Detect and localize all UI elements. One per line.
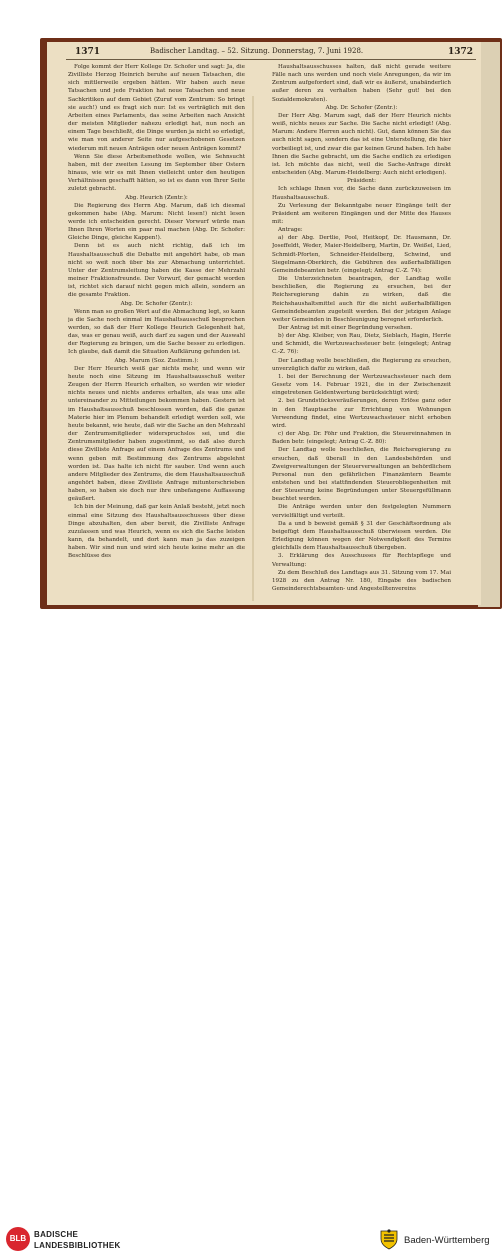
paragraph: Haushaltsausschusses halten, daß nicht gerade weitere Fälle nach uns werden und noch viele Anregungen, da wir im Zentrum aufgefordert sind, daß wir es äußerst, unabänderlich außer deren zu verhalten haben (Sehr gut! bei den Sozialdemokraten). <box>272 64 451 103</box>
text-column-right <box>272 63 451 603</box>
column-gutter <box>252 96 254 601</box>
paragraph: 1. bei der Berechnung der Wertzuwachssteuer nach dem Gesetz vom 14. Februar 1921, die in der Zwischenzeit eingetretenen Geldentwertung berücksichtigt wird; <box>272 373 451 397</box>
paragraph: Der Herr Heurich weiß gar nichts mehr, und wenn wir heute noch eine Sitzung im Haushaltsausschuß weiter Zeugen der Herrn Heurich erhalten, so werden wir wieder nichts neues und nichts anderes erhalten, als was uns alle untereinander zu Mitteilungen bekommen haben. Gestern ist im Haushaltsausschuß beschlossen worden, daß die ganze Materie hier im Plenum behandelt erledigt werden soll, wie heute bekannt, wie heute, daß wir die Sache an den Mehrzahl der Zentrumsmitglieder widerspruchslos sei, und die Zentrumsmitglieder haben zugestimmt, so daß also durch diese Zivilliste Anfrage auf einem Anfrage des Zentrums und wenn geben mit Bestimmung des Zentrums abgelehnt worden ist. Das halte ich nicht für sauber. Und wenn auch andere Mitglieder des Zentrums, die dem Haushaltsausschuß angehört haben, diese Zivilliste Anfrage mitunterschrieben haben, so haben sie doch nur ihre unbefangene Auffassung geäußert. <box>68 365 245 503</box>
paragraph: Der Antrag ist mit einer Begründung versehen. <box>278 325 413 331</box>
paragraph: Zu dem Beschluß des Landtags aus 31. Sitzung vom 17. Mai 1928 zu den Antrag Nr. 180, Eingabe des badischen Gemeinderechtsbeamten- und Angestelltenvereins <box>272 569 451 592</box>
paragraph: Denn ist es auch nicht richtig, daß ich im Haushaltsausschuß die Debatte mit angehört habe, ob man nicht so weit noch über bis zur Abmachung unterrichtet. Unter der Zentrumsleitung haben die Kasse der Mehrzahl meiner Fraktionsfreunde. Der Vorwurf, der gemacht worden ist, richtet sich darauf nicht gegen mich allein, sondern an die gesamte Fraktion. <box>68 243 245 299</box>
paragraph: Die Unterzeichneten beantragen, der Landtag wolle beschließen, die Regierung zu ersuchen, bei der Reichsregierung dahin zu wirken, daß die Reichshaushaltsmittel auch für die nicht außerhalbfälligen Gemeindebeamten zugeteilt werden. Bei der jetzigen Anlage weiter Gemeinden in Beschleunigung beregnet erforderlich. <box>272 276 451 323</box>
speaker-heading: Abg. Heurich (Zentr.): <box>125 194 188 201</box>
page-number-right: 1372 <box>448 47 474 57</box>
blb-name-line2[interactable]: LANDESBIBLIOTHEK <box>34 1241 121 1250</box>
page-edges <box>478 42 500 607</box>
paragraph: Der Herr Abg. Marum sagt, daß der Herr Heurich nichts weiß, nichts neues zur Sache. Die Sache nicht erledigt! (Abg. Marum: Andere Herren auch nicht). Gut, dann können Sie das auch nicht sagen, sondern das ist eine Unterstellung, die hier vorbeiliegt ist, und zwar die gar keinen Grund haben. Ich habe Ihnen die Sache gebracht, um die Sache endlich zu erledigen ist. Ich möchte das nicht, weil die Sache-Anfrage direkt entscheiden (Abg. Marum-Heidelberg: Auch nicht erledigen). <box>272 112 451 177</box>
baden-wuerttemberg-label[interactable]: Baden-Württemberg <box>404 1235 490 1246</box>
running-title: Badischer Landtag. – 52. Sitzung. Donnerstag, 7. Juni 1928. <box>150 47 364 55</box>
paragraph: c) der Abg. Dr. Föhr und Fraktion, die Steuereinnahmen in Baden betr. (eingelegt; Antrag C.-Z. 80): <box>272 431 451 446</box>
text-column-left <box>68 63 245 603</box>
paragraph: 2. bei Grundstücksveräußerungen, deren Erlöse ganz oder in den Hauptsache zur Errichtung von Wohnungen Verwendung findet, eine Wertzuwachssteuer nicht erhoben wird. <box>272 398 451 429</box>
paragraph: Der Landtag wolle beschließen, die Reichsregierung zu ersuchen, daß überall in den Landesbehörden und Zweigverwaltungen der Steuerverwaltungen an behördlichem Personal nun den gefährlichen Finanzämtern Beamte entstehen und bei stattfindenden Steuerobliegenheiten mit der Steuerung keine Begründungen unter Steuergefüllmann beachtet werden. <box>272 447 451 503</box>
paragraph: Die Anträge werden unter den festgelegten Nummern vervielfältigt und verteilt. <box>272 504 451 519</box>
paragraph: Die Regierung des Herrn Abg. Marum, daß ich diesmal gekommen habe (Abg. Marum: Nicht lesen!) nicht lesen werde ich entscheiden gerecht. Dieser Vorwurf würde man Ihnen Ihren Worten ein paar mal machen (Abg. Dr. Schofer: Gleiche Dinge, gleiche Kappen!). <box>68 202 245 242</box>
baden-wuerttemberg-crest-icon[interactable] <box>378 1228 400 1250</box>
paragraph: Zu Verlesung der Bekanntgabe neuer Eingänge teilt der Präsident am weiteren Eingängen und der Mitte des Hauses mit: <box>272 202 451 225</box>
speaker-heading: Abg. Dr. Schofer (Zentr.): <box>325 104 398 111</box>
blb-name-line1[interactable]: BADISCHE <box>34 1230 79 1239</box>
paragraph: b) der Abg. Kleiber, von Rau, Dietz, Sieblach, Hagin, Herrle und Schmidt, die Wertzuwachssteuer betr. (eingelegt; Antrag C.-Z. 76): <box>272 333 451 356</box>
paragraph: a) der Abg. Dertlie, Pool, Heitkopf, Dr. Hausmann, Dr. Joseffeldt, Weder, Maier-Heidelberg, Martin, Dr. Weißel, Lied, Schmidt-Pforten, Schneider-Heidelberg, Schwind, und Siegelmann-Oberkirch, die Gebühren des außerhalbfälligen Gemeindebeamten betr. (eingelegt; Antrag C.-Z. 74): <box>272 235 451 274</box>
paragraph: Antrage: <box>278 227 303 234</box>
header-rule <box>66 59 476 60</box>
speaker-heading: Abg. Dr. Schofer (Zentr.): <box>120 300 193 307</box>
footer-bar <box>0 611 504 1250</box>
speaker-heading: Abg. Marum (Soz. Zustimm.): <box>114 357 199 364</box>
blb-logo[interactable]: BLB <box>6 1227 30 1251</box>
paragraph: Der Landtag wolle beschließen, die Regierung zu ersuchen, unverzüglich dafür zu wirken, daß <box>272 357 451 372</box>
paragraph: 3. Erklärung des Ausschusses für Rechtspflege und Verwaltung: <box>272 553 451 568</box>
paragraph: Wenn man so großen Wert auf die Abmachung legt, so kann ja die Sache noch einmal im Haushaltsausschuß besprochen werden, so daß der Herr Kollege Heurich Gelegenheit hat, das, was er genau weiß, auch darf zu sagen und der Auswahl der Regierung zu bringen, um die Sache besser zu erledigen. Ich glaube, daß damit die Situation Aufklärung gefunden ist. <box>68 308 245 356</box>
paragraph: Ich schlage Ihnen vor, die Sache dann zurückzuweisen im Haushaltsausschuß. <box>272 186 451 201</box>
page-number-left: 1371 <box>75 47 101 57</box>
paragraph: Wenn Sie diese Arbeitsmethode wollen, wie Sehnsucht haben, mit der zweiten Lesung im September über Ostern hinaus, wie wir es mit Ihnen vielleicht unter den heutigen Verhältnissen geschafft hätten, so ist es dann von Ihrer Seite zuletzt gebracht. <box>68 153 245 193</box>
paragraph: Folge kommt der Herr Kollege Dr. Schofer und sagt: Ja, die Zivilliste Herzog Heinrich beruhe auf neuen Tatsachen, die sich mittlerweile ergeben hätten. Wir haben auch neue Tatsachen und jede Fraktion hat neue Tatsachen und neue Sachkritiken auf dem Gebiet (Zuruf vom Zentrum: So bringt sie auch!) und es fragt sich nur: Ist es verträglich mit den Arbeiten eines Parlaments, das seine Arbeiten nach Ansicht der meisten Mitglieder nahezu erledigt hat, nun noch an einem Tage beschließt, die Dinge wurden ja nicht so erledigt, wie man von anderer Seite nur aufgeschobenen Gesetzen wiederum mit neuen Anträgen oder neuen Anträgen kommt? <box>68 64 245 152</box>
paragraph: Ich bin der Meinung, daß gar kein Anlaß besteht, jetzt noch einmal eine Sitzung des Haushaltsausschusses über diese Dinge abzuhalten, den aber bereit, die Zivilliste Anfrage zuzulassen und was Heurich, wenn es sich die Sache leisten kann, da behandelt, und dort kann man ja das zuzeigen haben. Wir sind nun und wird sich heute keine mehr an die Beschlüsse des <box>68 504 245 560</box>
speaker-heading: Präsident: <box>346 178 377 185</box>
paragraph: Da a und b beweist gemäß § 31 der Geschäftsordnung als beigefügt dem Haushaltsausschuß überwiesen werden. Die Erledigung können wegen der Notwendigkeit des Termins gleichfalls dem Haushaltsausschuß übergeben. <box>272 520 451 552</box>
